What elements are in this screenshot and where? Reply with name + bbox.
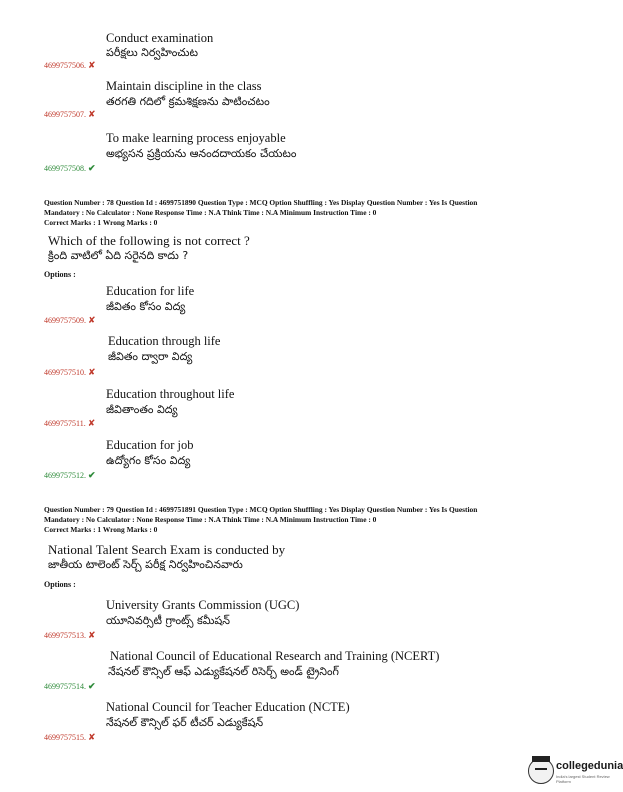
option-id: 4699757507. [44,110,86,119]
option-text-en: Education through life [108,334,221,348]
option-text-te: తరగతి గదిలో క్రమశిక్షణను పాటించటం [106,95,270,108]
option-id: 4699757514. [44,682,86,691]
student-mascot-icon [528,758,554,784]
logo-name: collegedunia [556,760,623,772]
check-icon: ✔ [88,163,96,173]
option-id-row [44,55,96,73]
question-meta-line: Question Number : 78 Question Id : 4699751890 Question Type : MCQ Option Shuffling : Yes Display Question Number : Yes Is Question [44,198,478,207]
cross-icon: ✘ [88,60,96,70]
option-text-en: Education for job [106,438,194,452]
option-id-row [44,104,96,122]
question-meta-line: Question Number : 79 Question Id : 4699751891 Question Type : MCQ Option Shuffling : Yes Display Question Number : Yes Is Question [44,505,478,514]
options-label: Options : [44,580,76,589]
option-id-row [44,362,96,380]
option-text-en: Education throughout life [106,387,235,401]
option-text-en: Maintain discipline in the class [106,79,262,93]
question-meta [44,198,584,228]
option-text-te: జీవితం కోసం విద్య [106,300,186,313]
option-text-en: University Grants Commission (UGC) [106,598,300,612]
option-text-en: Education for life [106,284,195,298]
option-id: 4699757515. [44,733,86,742]
question-meta-line: Mandatory : No Calculator : None Response Time : N.A Think Time : N.A Minimum Instruction Time : 0 [44,515,377,524]
cross-icon: ✘ [88,630,96,640]
logo-tagline: India's largest Student Review Platform [556,774,610,784]
option-text-te: అభ్యసన ప్రక్రియను ఆనందదాయకం చేయటం [106,147,297,160]
option-text-en: Conduct examination [106,31,214,45]
option-id: 4699757508. [44,164,86,173]
option-text-te: నేషనల్ కౌన్సిల్ ఆఫ్ ఎడ్యుకేషనల్ రిసెర్చ్ అండ్ ట్రైనింగ్ [108,665,339,678]
option-text-te: ఉద్యోగం కోసం విద్య [106,454,191,467]
check-icon: ✔ [88,470,96,480]
option-id: 4699757511. [44,419,86,428]
question-marks: Correct Marks : 1 Wrong Marks : 0 [44,218,158,227]
collegedunia-logo [528,756,623,786]
check-icon: ✔ [88,681,96,691]
cross-icon: ✘ [88,367,96,377]
option-id-row [44,625,96,643]
option-text-te: పరీక్షలు నిర్వహించుట [106,46,198,59]
option-text-te: జీవితాంతం విద్య [106,403,178,416]
option-id-row [44,310,96,328]
options-label: Options : [44,270,76,279]
cross-icon: ✘ [88,109,96,119]
option-text-te: యూనివర్సిటీ గ్రాంట్స్ కమీషన్ [106,614,230,627]
question-text-en: National Talent Search Exam is conducted by [48,542,286,557]
option-id: 4699757510. [44,368,86,377]
option-id-row [44,465,96,483]
question-marks: Correct Marks : 1 Wrong Marks : 0 [44,525,158,534]
question-meta [44,505,584,535]
option-id: 4699757512. [44,471,86,480]
option-text-en: To make learning process enjoyable [106,131,286,145]
question-text-te: జాతీయ టాలెంట్ సెర్చ్ పరీక్ష నిర్వహించినవారు [48,558,243,571]
option-id: 4699757506. [44,61,86,70]
option-text-te: నేషనల్ కౌన్సిల్ ఫర్ టీచర్ ఎడ్యుకేషన్ [106,716,264,729]
cross-icon: ✘ [88,315,96,325]
question-text-te: క్రింది వాటిలో ఏది సరైనది కాదు ? [48,249,189,262]
cross-icon: ✘ [87,418,96,428]
question-meta-line: Mandatory : No Calculator : None Response Time : N.A Think Time : N.A Minimum Instruction Time : 0 [44,208,377,217]
option-id-row [44,676,96,694]
cross-icon: ✘ [88,732,96,742]
option-id: 4699757509. [44,316,86,325]
option-id-row [44,158,96,176]
option-text-en: National Council of Educational Research and Training (NCERT) [110,649,440,663]
option-id-row [44,413,95,431]
option-id: 4699757513. [44,631,86,640]
option-text-en: National Council for Teacher Education (NCTE) [106,700,350,714]
question-text-en: Which of the following is not correct ? [48,233,250,248]
option-text-te: జీవితం ద్వారా విద్య [108,350,193,363]
option-id-row [44,727,96,745]
